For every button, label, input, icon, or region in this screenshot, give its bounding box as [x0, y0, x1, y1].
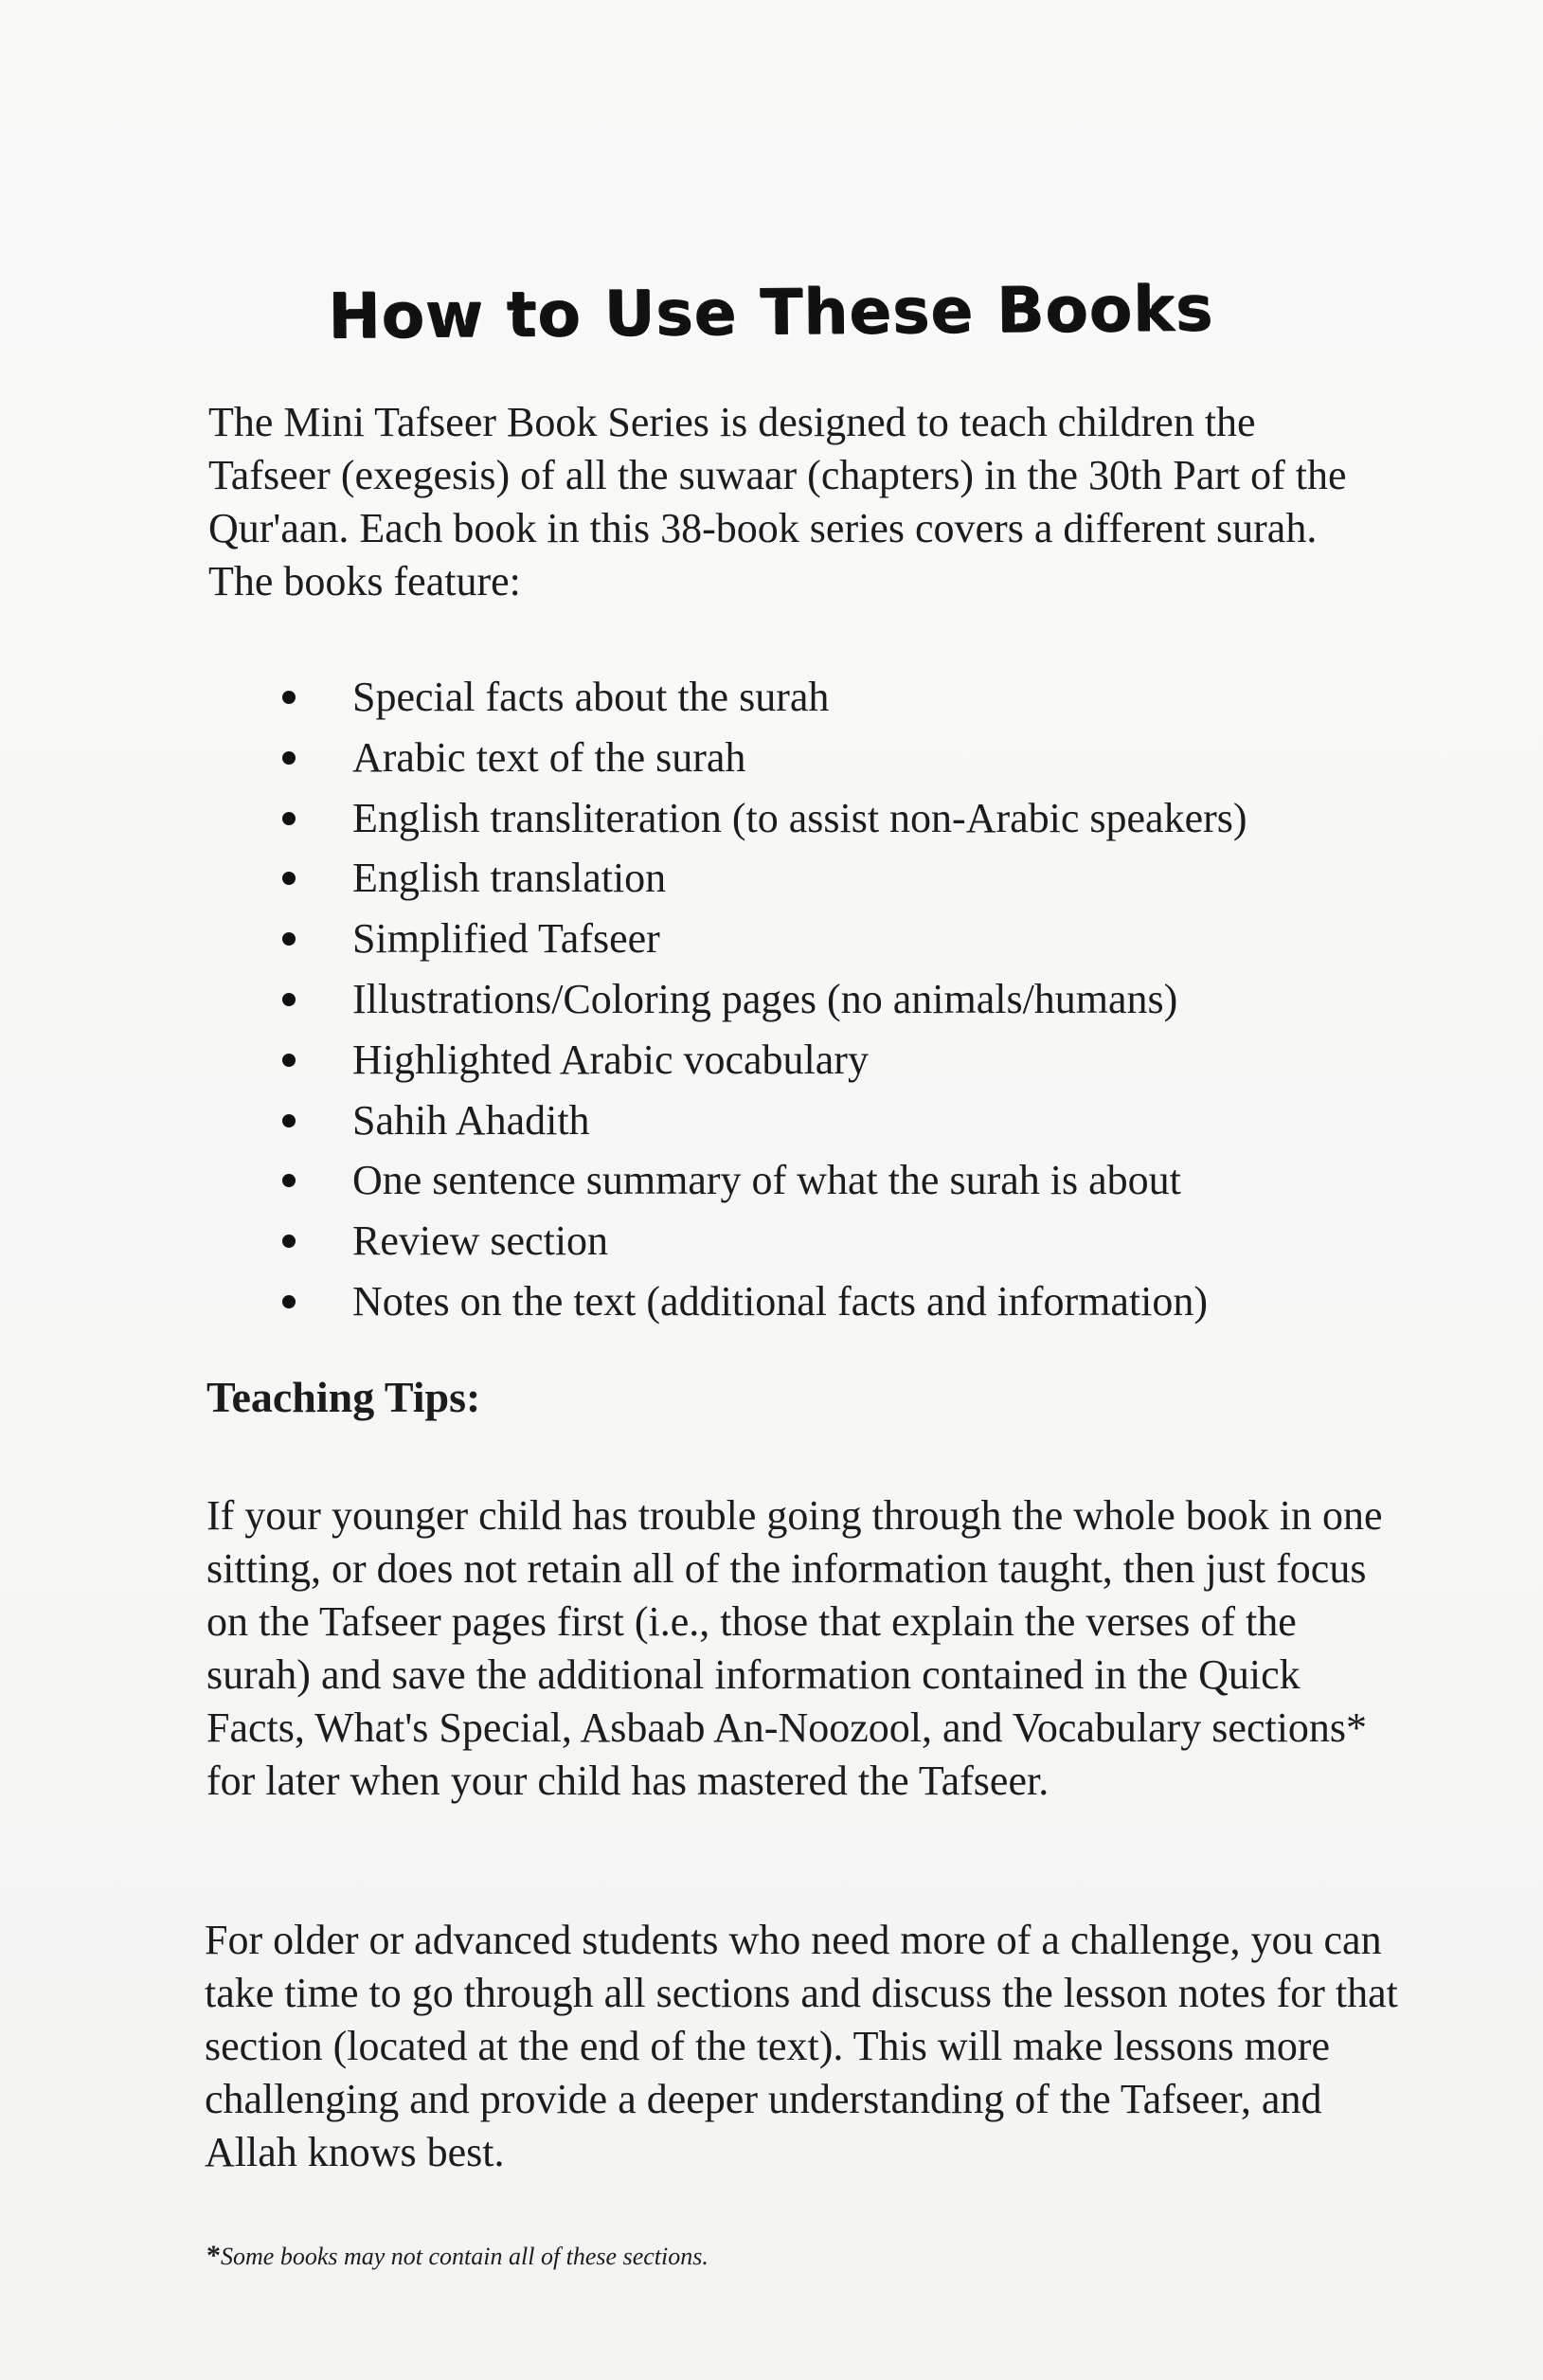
bullet-icon: [282, 1114, 296, 1127]
list-item: [284, 1091, 1402, 1151]
list-item: [284, 788, 1402, 849]
bullet-icon: [282, 691, 296, 704]
bullet-icon: [282, 993, 296, 1006]
list-item: [284, 909, 1402, 969]
bullet-icon: [282, 872, 296, 885]
list-item: [284, 848, 1402, 909]
bullet-icon: [282, 1054, 296, 1067]
list-item-text: Arabic text of the surah: [352, 733, 746, 781]
footnote-text: Some books may not contain all of these sections.: [221, 2243, 709, 2270]
page-title: How to Use These Books: [328, 273, 1215, 354]
teaching-tips-heading: Teaching Tips:: [206, 1373, 481, 1421]
footnote-marker: *: [206, 2240, 221, 2271]
intro-paragraph: The Mini Tafseer Book Series is designed to teach children the Tafseer (exegesis) of all the suwaar (chapters) in the 30th Part of the Qur'aan. Each book in this 38-book series covers a different surah. The books feature:: [208, 399, 1347, 604]
list-item-text: Illustrations/Coloring pages (no animals/humans): [352, 975, 1178, 1022]
tips-paragraph-older: For older or advanced students who need more of a challenge, you can take time to go through all sections and discuss the lesson notes for that section (located at the end of the text). This will make lessons more challenging and provide a deeper understanding of the Tafseer, and Allah knows best.: [205, 1917, 1398, 2175]
list-item: [284, 667, 1402, 728]
list-item-text: One sentence summary of what the surah is about: [352, 1157, 1181, 1204]
list-item: [284, 728, 1402, 788]
bullet-icon: [282, 1174, 296, 1187]
list-item: [284, 1150, 1402, 1211]
list-item-text: Review section: [352, 1217, 609, 1265]
list-item-text: Special facts about the surah: [352, 674, 830, 720]
features-list: [284, 667, 1402, 1332]
list-item-text: Simplified Tafseer: [352, 915, 660, 963]
bullet-icon: [282, 1235, 296, 1248]
tips-paragraph-younger: If your younger child has trouble going through the whole book in one sitting, or does not retain all of the information taught, then just focus on the Tafseer pages first (i.e., those that explain the verses of the surah) and save the additional information contained in the Quick Facts, What's Special, Asbaab An-Noozool, and Vocabulary sections* for later when your child has mastered the Tafseer.: [206, 1492, 1383, 1804]
list-item: [284, 969, 1402, 1030]
list-item-text: Notes on the text (additional facts and information): [352, 1277, 1208, 1325]
list-item-text: English translation: [352, 855, 667, 902]
list-item: [284, 1211, 1402, 1271]
list-item-text: Highlighted Arabic vocabulary: [352, 1036, 869, 1083]
list-item: [284, 1030, 1402, 1091]
list-item: [284, 1271, 1402, 1332]
bullet-icon: [282, 751, 296, 765]
list-item-text: English transliteration (to assist non-Arabic speakers): [352, 794, 1247, 841]
bullet-icon: [282, 812, 296, 825]
bullet-icon: [282, 932, 296, 946]
footnote: [206, 2240, 709, 2272]
list-item-text: Sahih Ahadith: [352, 1096, 590, 1144]
bullet-icon: [282, 1295, 296, 1308]
